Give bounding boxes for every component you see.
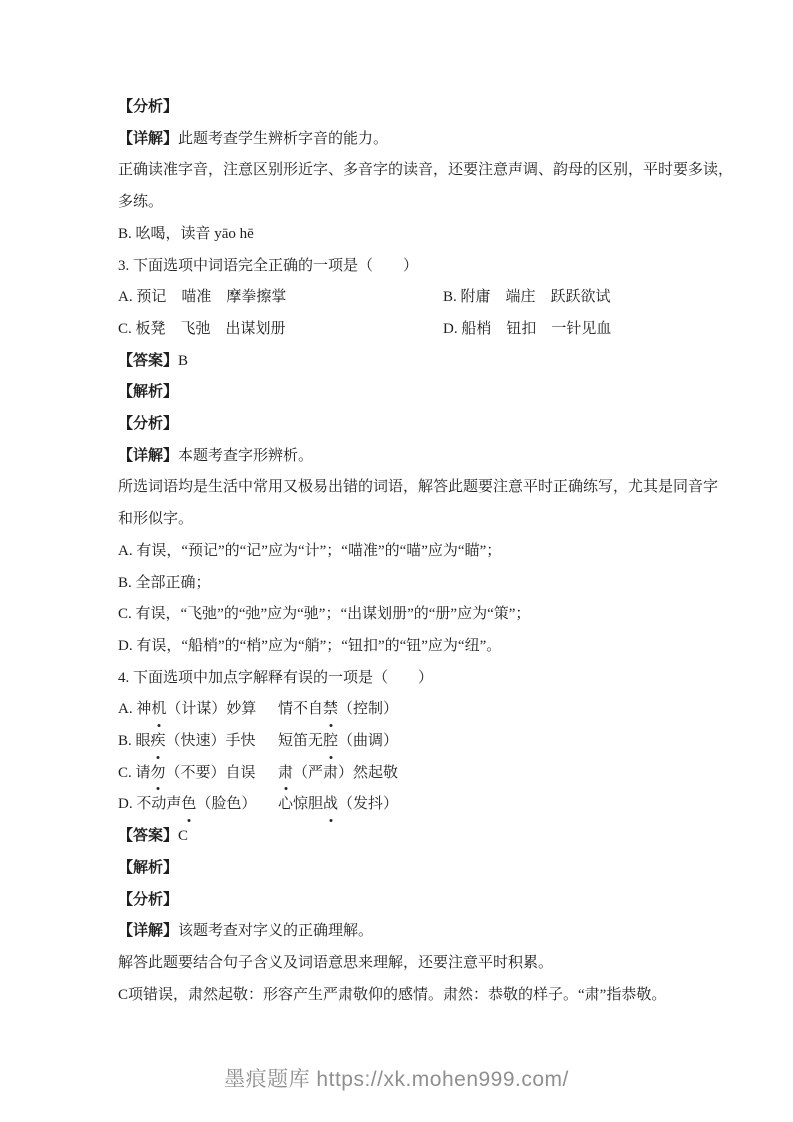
exam-content [118,92,734,1011]
q4-option-b-left [118,726,278,758]
q4-option-row-c [118,758,704,790]
q4-a-pre1: A. 神 [118,701,152,718]
watermark-footer: 墨痕题库 https://xk.mohen999.com/ [224,1068,569,1091]
q4-b-dotted-char-2: 腔 [323,726,338,758]
q4-b-dotted-char-1: 疾 [151,726,166,758]
q4-b-pre2: 短笛无 [278,733,324,750]
q4-jiexi-label: 【解析】 [118,859,179,876]
q4-stem: 4. 下面选项中加点字解释有误的一项是（ ） [118,669,434,686]
q2-detail-label: 【详解】 [118,130,179,147]
q4-d-dotted-char-1: 色 [181,789,196,821]
q4-c-post1: （不要）自误 [165,764,256,781]
q4-c-post2: （严肃）然起敬 [293,764,399,781]
q3-answer-line [118,346,704,378]
q2-detail-line [118,124,704,156]
q3-jiexi-label: 【解析】 [118,384,179,401]
q4-a-dotted-char-2: 禁 [323,694,338,726]
q4-a-dotted-char-1: 机 [151,694,166,726]
q3-option-row-2 [118,314,704,346]
q4-option-b-right [278,733,398,749]
q3-answer-label: 【答案】 [118,352,179,369]
q3-option-a: A. 预记 喵准 摩拳擦掌 [118,289,287,306]
q4-b-post2: （曲调） [338,733,399,750]
q4-a-post2: （控制） [338,701,399,718]
q4-d-dotted-char-2: 战 [323,789,338,821]
q2-option-b-note: B. 吆喝，读音 yāo hē [118,225,254,242]
q4-c-dotted-char-2: 肃 [278,758,293,790]
q3-option-b: B. 附庸 端庄 跃跃欲试 [443,289,611,306]
q3-detail-label: 【详解】 [118,447,179,464]
q4-option-d-left [118,789,278,821]
q4-d-post1: （脸色） [196,796,257,813]
q3-judge-a: A. 有误，“预记”的“记”应为“计”；“喵准”的“喵”应为“瞄”； [118,542,502,559]
q3-judge-b: B. 全部正确； [118,574,211,591]
q4-option-d-right [278,796,398,812]
q3-explain-line-1: 所选词语均是生活中常用又极易出错的词语，解答此题要注意平时正确练写，尤其是同音字 [118,479,719,496]
q4-c-pre1: C. 请 [118,764,151,781]
q4-d-pre2: 心惊胆 [278,796,324,813]
q4-option-row-d [118,789,704,821]
q4-option-row-b [118,726,704,758]
q4-a-post1: （计谋）妙算 [166,701,257,718]
q3-explain-line-2: 和形似字。 [118,511,194,528]
q2-analysis-label: 【分析】 [118,99,179,115]
q3-judge-d: D. 有误，“船梢”的“梢”应为“艄”；“钮扣”的“钮”应为“纽”。 [118,637,502,654]
q3-judge-c: C. 有误，“飞弛”的“弛”应为“驰”；“出谋划册”的“册”应为“策”； [118,606,531,623]
q3-option-row-1 [118,282,704,314]
q4-analysis-label: 【分析】 [118,891,179,908]
q4-explain-line: 解答此题要结合句子含义及词语意思来理解，还要注意平时积累。 [118,954,554,971]
q4-answer-line [118,821,704,853]
q4-b-pre1: B. 眼 [118,733,151,750]
q3-option-c: C. 板凳 飞弛 出谋划册 [118,320,286,337]
q4-b-post1: （快速）手快 [165,733,256,750]
q3-option-d: D. 船梢 钮扣 一针见血 [443,320,612,337]
q4-answer-label: 【答案】 [118,828,179,845]
q2-detail-text: 此题考查学生辨析字音的能力。 [178,130,389,147]
q4-option-row-a [118,694,704,726]
q4-detail-text: 该题考查对字义的正确理解。 [178,923,374,940]
q3-answer-value: B [178,352,189,369]
q4-option-a-right [278,701,398,717]
q4-option-c-left [118,758,278,790]
q2-tip-line-2: 多练。 [118,194,164,211]
q4-answer-value: C [178,828,189,845]
q3-detail-line [118,441,704,473]
q4-option-a-left [118,694,278,726]
q4-conclusion-line: C项错误，肃然起敬：形容产生严肃敬仰的感情。肃然：恭敬的样子。“肃”指恭敬。 [118,986,667,1003]
q3-detail-text: 本题考查字形辨析。 [178,447,314,464]
q4-option-c-right [278,765,398,781]
q4-d-post2: （发抖） [338,796,399,813]
q4-a-pre2: 情不自 [278,701,324,718]
q4-detail-label: 【详解】 [118,923,179,940]
q4-d-pre1: D. 不动声 [118,796,182,813]
q3-stem: 3. 下面选项中词语完全正确的一项是（ ） [118,257,419,274]
q3-analysis-label: 【分析】 [118,416,179,433]
q4-detail-line [118,916,704,948]
q2-tip-line-1: 正确读准字音，注意区别形近字、多音字的读音，还要注意声调、韵母的区别，平时要多读， [118,162,734,179]
q4-c-dotted-char-1: 勿 [151,758,166,790]
